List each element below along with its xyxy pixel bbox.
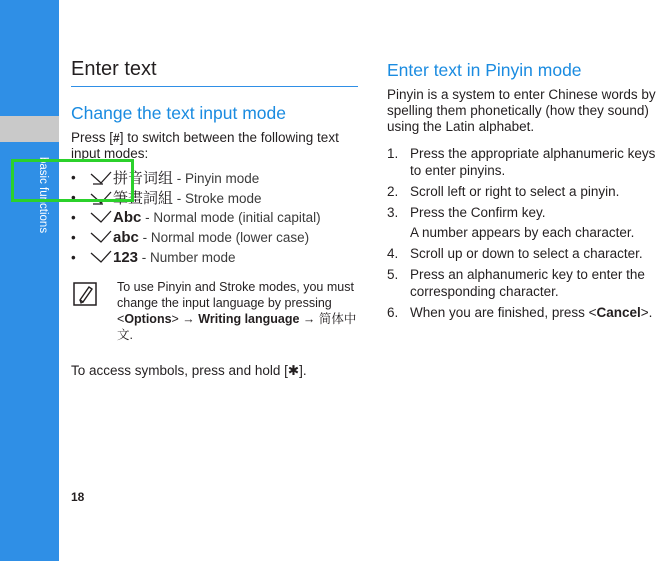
note-box [71,279,358,343]
symbols-paragraph [71,363,358,379]
bullet-icon: • [71,210,76,225]
list-item-lower-case-mode [71,228,358,248]
bullet-icon: • [71,230,76,245]
step-number: 3. [387,205,399,220]
steps-list [387,145,669,321]
mode-symbol-abc-capital: Abc [113,209,142,226]
list-item-number-mode [71,248,358,268]
note-options-label: Options [124,312,172,326]
mode-desc-123: - Number mode [138,250,236,265]
intro-text-before: Press [ [71,130,114,145]
intro-paragraph [71,130,358,162]
note-text-2: > → [171,312,199,326]
bullet-icon: • [71,190,76,205]
sidebar-band [0,0,59,561]
section-heading-change-mode: Change the text input mode [71,103,287,123]
step-item [387,266,669,300]
mode-symbol-pinyin: 拼音词组 [113,169,174,187]
mode-desc-stroke: - Stroke mode [173,191,262,206]
pinyin-intro-paragraph: Pinyin is a system to enter Chinese words by spelling them phonetically (how they sound) using the Latin alphabet. [387,87,656,134]
step-text: Scroll up or down to select a character. [410,246,643,261]
step-item [387,145,669,179]
symbols-text-after: ]. [299,363,307,378]
cancel-softkey-label: Cancel [596,305,641,320]
section-heading-pinyin: Enter text in Pinyin mode [387,60,582,80]
step-item [387,183,669,200]
intro-text-after: ] to switch between the following text input modes: [71,130,339,161]
input-mode-icon [89,249,115,265]
page-title: Enter text [71,58,358,87]
step-item [387,245,669,262]
mode-desc-abc-capital: - Normal mode (initial capital) [141,210,321,225]
step-item [387,204,669,241]
mode-symbol-123: 123 [113,249,139,266]
step-text-end: >. [640,305,653,320]
mode-symbol-stroke: 筆畫詞組 [113,189,174,207]
step-number: 2. [387,184,399,199]
note-writing-language-label: Writing language [198,312,300,326]
hash-key-icon: # [113,131,120,145]
input-mode-icon [89,229,115,245]
step-text: Press the appropriate alphanumeric keys to enter pinyins. [410,146,656,178]
list-item-initial-capital-mode [71,208,358,228]
star-key-icon: ✱ [287,363,300,378]
input-mode-icon [89,209,115,225]
symbols-text-before: To access symbols, press and hold [ [71,363,288,378]
step-number: 5. [387,267,399,282]
highlight-box [11,159,134,202]
right-column [387,60,669,325]
step-number: 6. [387,305,399,320]
step-text: Press the Confirm key. [410,205,546,220]
mode-desc-abc-lower: - Normal mode (lower case) [138,230,310,245]
sidebar-section-label: basic functions [37,157,49,234]
page-number: 18 [71,490,85,504]
bullet-icon: • [71,250,76,265]
mode-desc-pinyin: - Pinyin mode [173,171,260,186]
sidebar-tab-marker [0,116,59,142]
bullet-icon: • [71,170,76,185]
left-column [71,58,358,379]
step-number: 1. [387,146,399,161]
step-text: Scroll left or right to select a pinyin. [410,184,620,199]
mode-symbol-abc-lower: abc [113,229,139,246]
step-item [387,304,669,321]
step-text: When you are finished, press < [410,305,597,320]
note-text-1: To use Pinyin and Stroke modes, you must change the input language by pressing < [117,280,354,326]
note-text-3: → 简体中文. [117,312,357,342]
step-number: 4. [387,246,399,261]
step-subtext: A number appears by each character. [410,225,635,240]
note-pencil-icon [73,282,97,306]
step-text: Press an alphanumeric key to enter the corresponding character. [410,267,645,299]
